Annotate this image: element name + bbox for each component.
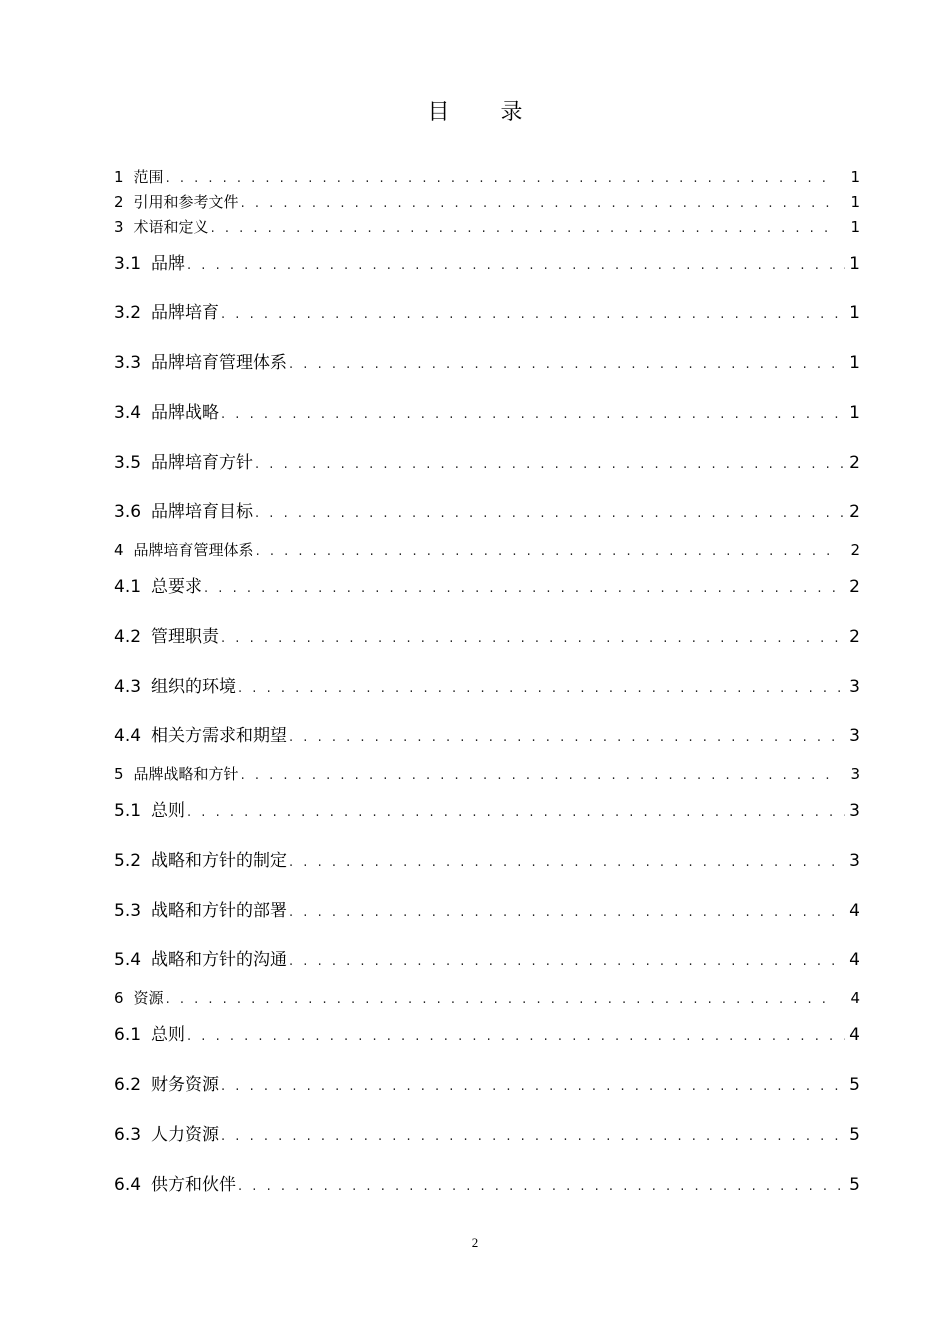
toc-entry-label: 3.5 品牌培育方针	[114, 453, 254, 473]
toc-entry-label: 5.2 战略和方针的制定	[114, 851, 288, 871]
dot-leader	[289, 730, 845, 745]
table-of-contents	[114, 0, 860, 1344]
toc-entry-page: 2	[849, 502, 860, 522]
toc-entry-label: 6.3 人力资源	[114, 1125, 220, 1145]
toc-entry[interactable]	[114, 191, 860, 211]
dot-leader	[241, 768, 834, 783]
dot-leader	[255, 506, 845, 521]
dot-leader	[289, 954, 845, 969]
toc-entry[interactable]	[114, 896, 860, 920]
toc-entry-page: 3	[849, 851, 860, 871]
toc-entry-page: 1	[850, 168, 860, 186]
toc-entry-page: 1	[850, 193, 860, 211]
toc-entry-label: 6 资源	[114, 989, 164, 1007]
toc-entry-label: 4.2 管理职责	[114, 627, 220, 647]
dot-leader	[221, 407, 845, 422]
dot-leader	[187, 1029, 845, 1044]
toc-entry-label: 3 术语和定义	[114, 218, 209, 236]
dot-leader	[289, 855, 845, 870]
toc-entry-label: 4.1 总要求	[114, 577, 203, 597]
toc-entry[interactable]	[114, 796, 860, 820]
toc-entry-page: 2	[849, 627, 860, 647]
dot-leader	[289, 905, 845, 920]
toc-entry-page: 2	[849, 453, 860, 473]
dot-leader	[166, 171, 834, 186]
toc-entry-label: 3.4 品牌战略	[114, 403, 220, 423]
toc-title: 目 录	[427, 100, 545, 125]
toc-entry-page: 3	[850, 765, 860, 783]
toc-entry-page: 5	[849, 1125, 860, 1145]
toc-entry[interactable]	[114, 1070, 860, 1094]
toc-entry-page: 3	[849, 801, 860, 821]
toc-entry[interactable]	[114, 846, 860, 870]
dot-leader	[241, 196, 834, 211]
toc-entry[interactable]	[114, 763, 860, 783]
toc-entry-page: 4	[849, 901, 860, 921]
dot-leader	[238, 681, 845, 696]
page-number: 2	[471, 1235, 479, 1250]
toc-entry[interactable]	[114, 572, 860, 596]
dot-leader	[187, 805, 845, 820]
dot-leader	[221, 1079, 845, 1094]
toc-entry[interactable]	[114, 987, 860, 1007]
toc-entry-page: 1	[850, 218, 860, 236]
toc-entry-label: 6.4 供方和伙伴	[114, 1175, 237, 1195]
toc-entry[interactable]	[114, 348, 860, 372]
toc-entry-label: 1 范围	[114, 168, 164, 186]
toc-entry-page: 1	[849, 403, 860, 423]
toc-entry-label: 6.2 财务资源	[114, 1075, 220, 1095]
toc-entry-page: 4	[849, 950, 860, 970]
toc-entry-label: 3.2 品牌培育	[114, 303, 220, 323]
dot-leader	[221, 631, 845, 646]
dot-leader	[221, 1129, 845, 1144]
toc-entry-label: 3.6 品牌培育目标	[114, 502, 254, 522]
toc-entry-label: 4 品牌培育管理体系	[114, 541, 254, 559]
toc-entry-label: 4.4 相关方需求和期望	[114, 726, 288, 746]
toc-entry[interactable]	[114, 672, 860, 696]
dot-leader	[187, 258, 845, 273]
toc-entry-label: 5 品牌战略和方针	[114, 765, 239, 783]
toc-entry-page: 1	[849, 303, 860, 323]
toc-entry-label: 3.3 品牌培育管理体系	[114, 353, 288, 373]
toc-entry-page: 2	[850, 541, 860, 559]
toc-entry-page: 3	[849, 726, 860, 746]
toc-entry-label: 5.3 战略和方针的部署	[114, 901, 288, 921]
toc-entry[interactable]	[114, 1170, 860, 1194]
toc-entry[interactable]	[114, 539, 860, 559]
dot-leader	[166, 992, 834, 1007]
toc-entry-label: 2 引用和参考文件	[114, 193, 239, 211]
toc-entry[interactable]	[114, 622, 860, 646]
toc-entry-page: 4	[850, 989, 860, 1007]
toc-entry-page: 3	[849, 677, 860, 697]
dot-leader	[255, 457, 845, 472]
toc-entry-label: 5.4 战略和方针的沟通	[114, 950, 288, 970]
toc-entry-label: 5.1 总则	[114, 801, 186, 821]
dot-leader	[211, 221, 834, 236]
toc-entry-label: 6.1 总则	[114, 1025, 186, 1045]
toc-entry-label: 4.3 组织的环境	[114, 677, 237, 697]
toc-entry-page: 5	[849, 1175, 860, 1195]
toc-entry[interactable]	[114, 298, 860, 322]
dot-leader	[289, 357, 845, 372]
toc-entry[interactable]	[114, 1120, 860, 1144]
toc-entry[interactable]	[114, 945, 860, 969]
toc-entry[interactable]	[114, 721, 860, 745]
toc-entry-page: 1	[849, 254, 860, 274]
toc-entry[interactable]	[114, 497, 860, 521]
toc-entry[interactable]	[114, 448, 860, 472]
dot-leader	[238, 1179, 845, 1194]
toc-entry-label: 3.1 品牌	[114, 254, 186, 274]
toc-entry[interactable]	[114, 1020, 860, 1044]
toc-entry-page: 5	[849, 1075, 860, 1095]
toc-entry-page: 4	[849, 1025, 860, 1045]
toc-entry-page: 2	[849, 577, 860, 597]
toc-entry[interactable]	[114, 398, 860, 422]
dot-leader	[221, 307, 845, 322]
dot-leader	[204, 581, 845, 596]
toc-entry[interactable]	[114, 166, 860, 186]
toc-entry[interactable]	[114, 216, 860, 236]
toc-entry[interactable]	[114, 249, 860, 273]
toc-entry-page: 1	[849, 353, 860, 373]
dot-leader	[256, 544, 834, 559]
